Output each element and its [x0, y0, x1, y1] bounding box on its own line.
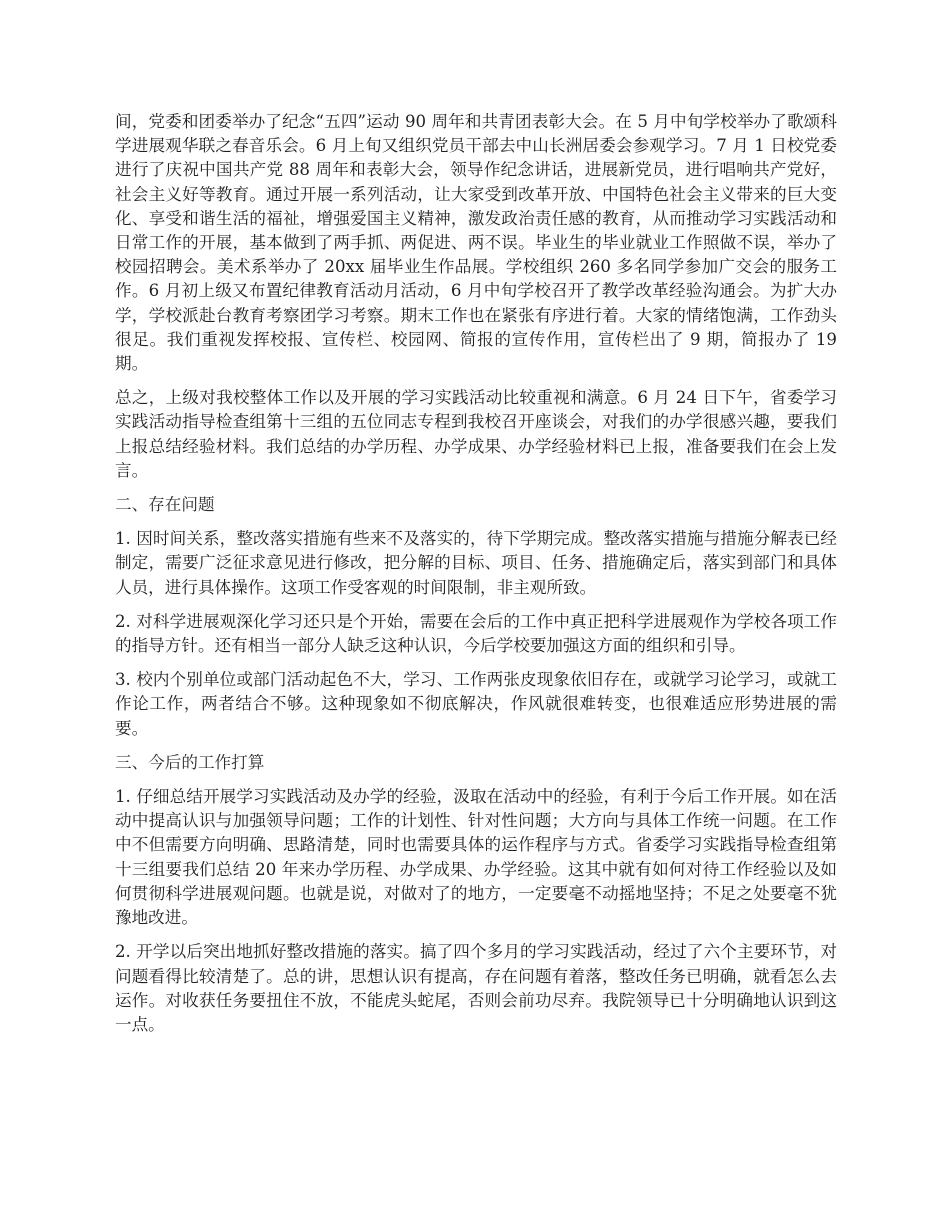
section-heading-future-plans: 三、今后的工作打算 — [115, 752, 265, 772]
problem-item-1: 1. 因时间关系，整改落实措施有些来不及落实的，待下学期完成。整改落实措施与措施分解表已经制定，需要广泛征求意见进行修改，把分解的目标、项目、任务、措施确定后，落实到部门和具体人员，进行具体操作。这项工作受客观的时间限制，非主观所致。 — [115, 529, 837, 597]
paragraph-conclusion: 总之，上级对我校整体工作以及开展的学习实践活动比较重视和满意。6 月 24 日下午，省委学习实践活动指导检查组第十三组的五位同志专程到我校召开座谈会，对我们的办学很感兴趣，要我们上报总结经验材料。我们总结的办学历程、办学成果、办学经验材料已上报，准备要我们在会上发言。 — [115, 388, 837, 480]
document-body — [115, 110, 837, 1047]
problem-item-2: 2. 对科学进展观深化学习还只是个开始，需要在会后的工作中真正把科学进展观作为学校各项工作的指导方针。还有相当一部分人缺乏这种认识，今后学校要加强这方面的组织和引导。 — [115, 611, 837, 656]
problem-item-3: 3. 校内个别单位或部门活动起色不大，学习、工作两张皮现象依旧存在，或就学习论学习，或就工作论工作，两者结合不够。这种现象如不彻底解决，作风就很难转变，也很难适应形势进展的需要。 — [115, 670, 837, 738]
paragraph-activities-summary: 间，党委和团委举办了纪念“五四”运动 90 周年和共青团表彰大会。在 5 月中旬学校举办了歌颂科学进展观华联之春音乐会。6 月上旬又组织党员干部去中山长洲居委会参观学习。7 月 1 日校党委进行了庆祝中国共产党 88 周年和表彰大会，领导作纪念讲话，进展新党员，进行唱响共产党好，社会主义好等教育。通过开展一系列活动，让大家受到改革开放、中国特色社会主义带来的巨大变化、享受和谐生活的福祉，增强爱国主义精神，激发政治责任感的教育，从而推动学习实践活动和日常工作的开展，基本做到了两手抓、两促进、两不误。毕业生的毕业就业工作照做不误，举办了校园招聘会。美术系举办了 20xx 届毕业生作品展。学校组织 260 多名同学参加广交会的服务工作。6 月初上级又布置纪律教育活动月活动，6 月中旬学校召开了教学改革经验沟通会。为扩大办学，学校派赴台教育考察团学习考察。期末工作也在紧张有序进行着。大家的情绪饱满，工作劲头很足。我们重视发挥校报、宣传栏、校园网、简报的宣传作用，宣传栏出了 9 期，简报办了 19 期。 — [115, 112, 837, 374]
plan-item-1: 1. 仔细总结开展学习实践活动及办学的经验，汲取在活动中的经验，有利于今后工作开展。如在活动中提高认识与加强领导问题；工作的计划性、针对性问题；大方向与具体工作统一问题。在工作中不但需要方向明确、思路清楚，同时也需要具体的运作程序与方式。省委学习实践指导检查组第十三组要我们总结 20 年来办学历程、办学成果、办学经验。这其中就有如何对待工作经验以及如何贯彻科学进展观问题。也就是说，对做对了的地方，一定要毫不动摇地坚持；不足之处要毫不犹豫地改进。 — [115, 787, 837, 928]
section-heading-existing-problems: 二、存在问题 — [115, 495, 215, 515]
plan-item-2: 2. 开学以后突出地抓好整改措施的落实。搞了四个多月的学习实践活动，经过了六个主要环节，对问题看得比较清楚了。总的讲，思想认识有提高，存在问题有着落，整改任务已明确，就看怎么去运作。对收获任务要扭住不放，不能虎头蛇尾，否则会前功尽弃。我院领导已十分明确地认识到这一点。 — [115, 942, 837, 1034]
